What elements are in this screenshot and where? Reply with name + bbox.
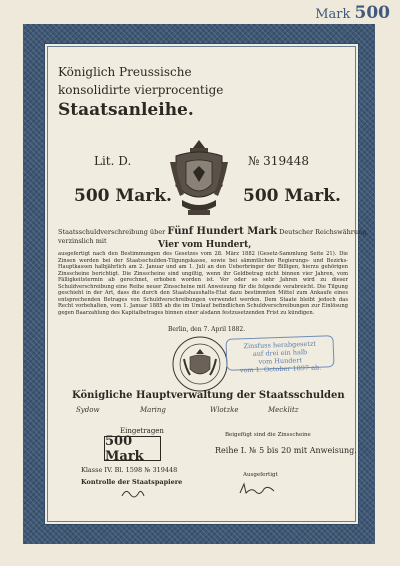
title-line-2: konsolidirte vierprocentige (58, 83, 224, 97)
intro-amount: Fünf Hundert Mark (167, 226, 278, 237)
interest-reduction-stamp (225, 335, 334, 375)
intro-pre: Staatsschuldverschreibung über (58, 228, 166, 236)
signature-3: Wlotzke (210, 406, 239, 414)
interest-rate: Vier vom Hundert, (158, 240, 252, 250)
stamp-line-1: Zinsfuss herabgesetzt (243, 339, 317, 351)
control-office: Kontrolle der Staatspapiere (81, 478, 183, 486)
issued-label: Ausgefertigt (243, 472, 278, 478)
top-amount-label: Mark (315, 7, 351, 22)
signature-2: Maring (140, 406, 166, 414)
amount-left: 500 Mark. (74, 186, 172, 206)
terms-text: ausgefertigt nach den Bestimmungen des Gesetzes vom 28. März 1882 (Gesetz-Sammlung Seite 21). Die Zinsen werden bei der Staatsschulden-Tilgungskasse, sowie bei sämmtlichen Regierungs- und Bezirks-Hauptkassen halbjährlich am 2. Januar und am 1. Juli an den Ueberbringer der Billigen, hierzu gehörigen Zinsscheine berichtigt. Die Zinsscheine sind ungiltig, wenn ihr Geldbetrag nicht binnen vier Jahren, vom Fälligkeitstermin ab gerechnet, erhoben worden ist. Vor oder so sehr Jahren wird zu dieser Schuldverschreibung eine Reihe neuer Zinsscheine mit Anweisung für die folgende verabreicht. Die Tilgung geschieht in der Art, dass die durch den Staatshaushalts-Etat dazu bestimmten Mittel zum Ankaufe eines entsprechenden Betrages von Schuldverschreibungen verwendet werden. Dem Staate bleibt jedoch das Recht vorbehalten, vom 1. Januar 1885 ab die im Umlauf befindlichen Schuldverschreibungen zur Einlösung gegen Baarzahlung des Kapitalbetrages binnen einer alsdann festzusetzenden Frist zu kündigen. (58, 251, 348, 316)
class-line: Klasse IV. Bl. 1598 № 319448 (81, 466, 178, 474)
signature-1: Sydow (76, 406, 100, 414)
official-seal-icon (171, 335, 229, 393)
title-line-1: Königlich Preussische (58, 65, 192, 79)
coat-of-arms-icon (168, 138, 230, 218)
top-amount-value: 500 (354, 3, 390, 23)
top-amount (315, 3, 390, 23)
stamp-line-2: auf drei ein halb (252, 348, 308, 358)
stamp-line-3: vom Hundert (258, 356, 303, 366)
issuer-signature-icon (238, 482, 278, 496)
control-signature-icon (120, 486, 160, 500)
amount-right: 500 Mark. (243, 186, 341, 206)
attached-coupons-label: Beigefügt sind die Zinsscheine (225, 432, 311, 438)
attached-coupons-series: Reihe I. № 5 bis 20 mit Anweisung. (215, 446, 357, 455)
signature-4: Mecklitz (268, 406, 299, 414)
bond-number: № 319448 (248, 154, 309, 168)
series-letter: Lit. D. (94, 154, 132, 168)
administration-heading: Königliche Hauptverwaltung der Staatsschulden (72, 390, 345, 401)
stamp-line-4: vom 1. October 1897 ab. (239, 363, 322, 375)
intro-post: Deutscher Reichswährung, verzinslich mit (58, 228, 369, 245)
registered-amount-box: 500 Mark (104, 436, 161, 461)
title-line-3: Staatsanleihe. (58, 100, 194, 120)
place-date: Berlin, den 7. April 1882. (168, 326, 246, 333)
registered-label: Eingetragen (120, 427, 164, 435)
